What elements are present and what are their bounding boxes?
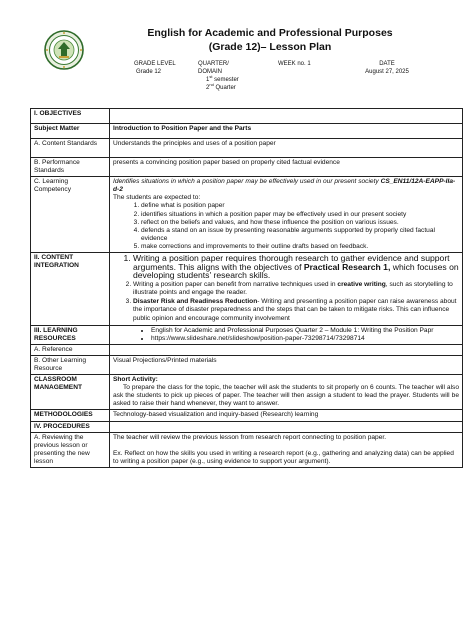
date-value: August 27, 2025 xyxy=(365,69,409,75)
list-item: 2. identifies situations in which a position paper may be effectively used in our present society xyxy=(141,211,459,219)
performance-standards-label: B. Performance Standards xyxy=(31,158,110,177)
reference-value xyxy=(110,344,463,355)
subject-matter-label: Subject Matter xyxy=(31,124,110,139)
other-resources-value: Visual Projections/Printed materials xyxy=(110,355,463,374)
semester-text: 1st semester xyxy=(206,74,239,83)
document-subtitle: (Grade 12)– Lesson Plan xyxy=(208,41,332,53)
table-row xyxy=(31,253,463,326)
short-activity-heading: Short Activity: xyxy=(113,376,158,384)
table-row xyxy=(31,139,463,158)
list-item: 2. Writing a position paper can benefit from narrative techniques used in creative writing, such as storytelling to illustrate points and engage the reader. xyxy=(133,281,459,297)
document-title: English for Academic and Professional Purposes xyxy=(147,27,393,39)
learning-resources-value xyxy=(110,325,463,344)
review-value xyxy=(110,432,463,467)
list-item: 3. reflect on the beliefs and values, and how these influence the position on various issues. xyxy=(141,219,459,227)
resource-link[interactable]: • https://www.slideshare.net/slideshow/position-paper-73298714/73298714 xyxy=(151,335,459,343)
table-row xyxy=(31,432,463,467)
date-block xyxy=(360,60,414,76)
list-item: 1. define what is position paper xyxy=(141,202,459,210)
other-resources-label: B. Other Learning Resource xyxy=(31,355,110,374)
classroom-management-value xyxy=(110,375,463,410)
subject-matter-value: Introduction to Position Paper and the Parts xyxy=(110,124,463,139)
learning-resources-label: III. LEARNING RESOURCES xyxy=(31,325,110,344)
grade-level-block xyxy=(134,60,176,76)
integration-list xyxy=(113,254,459,323)
procedures-value xyxy=(110,421,463,432)
content-standards-value: Understands the principles and uses of a position paper xyxy=(110,139,463,158)
review-paragraph-1: The teacher will review the previous lesson from research report connecting to position paper. xyxy=(113,433,387,441)
quarter-text: 2nd Quarter xyxy=(206,82,236,91)
list-item: 5. make corrections and improvements to their outline drafts based on feedback. xyxy=(141,243,459,251)
competency-expected: The students are expected to: xyxy=(113,194,201,202)
table-row xyxy=(31,124,463,139)
resources-list xyxy=(113,327,459,343)
classroom-management-label: CLASSROOM MANAGEMENT xyxy=(31,375,110,410)
competency-code: CS_EN11/12A-EAPP-IIa-d-2 xyxy=(113,178,456,194)
table-row xyxy=(31,355,463,374)
quarter-label: QUARTER/ xyxy=(198,61,229,67)
quarter-domain-block xyxy=(198,60,239,92)
short-activity-text: To prepare the class for the topic, the teacher will ask the students to sit properly on 6 counts. The teacher will also ask the students to pick up pieces of paper. The teacher will then assign a student to lead the prayer. Students will be asked to raise their hand whenever, they want to answer. xyxy=(113,384,459,408)
table-row xyxy=(31,375,463,410)
week-label: WEEK no. 1 xyxy=(278,61,311,67)
competency-list xyxy=(113,202,459,251)
content-integration-value xyxy=(110,253,463,326)
competency-intro: Identifies situations in which a position paper may be effectively used in our present society CS_EN11/12A-EAPP-IIa-d-2 xyxy=(113,178,456,194)
grade-level-value: Grade 12 xyxy=(136,69,162,75)
content-standards-label: A. Content Standards xyxy=(31,139,110,158)
procedures-label: IV. PROCEDURES xyxy=(31,421,110,432)
methodologies-label: METHODOLOGIES xyxy=(31,410,110,421)
table-row xyxy=(31,109,463,124)
list-item: 1. Writing a position paper requires thorough research to gather evidence and support arguments. This aligns with the objectives of Practical Research 1, which focuses on developing students' research skills. xyxy=(133,254,459,280)
date-label: DATE xyxy=(379,61,395,67)
list-item: 4. defends a stand on an issue by presenting reasonable arguments supported by properly cited factual evidence xyxy=(141,227,459,243)
content-integration-label: II. CONTENT INTEGRATION xyxy=(31,253,110,326)
reference-label: A. Reference xyxy=(31,344,110,355)
table-row xyxy=(31,158,463,177)
list-item: • English for Academic and Professional Purposes Quarter 2 – Module 1: Writing the Position Papr xyxy=(151,327,459,335)
learning-competency-label: C. Learning Competency xyxy=(31,177,110,253)
table-row xyxy=(31,410,463,421)
school-seal-logo-icon xyxy=(44,30,84,70)
learning-competency-value xyxy=(110,177,463,253)
table-row xyxy=(31,177,463,253)
table-row xyxy=(31,325,463,344)
domain-label: DOMAIN xyxy=(198,69,222,75)
list-item: 3. Disaster Risk and Readiness Reduction- Writing and presenting a position paper can raise awareness about the importance of disaster preparedness and the steps that can be taken to mitigate risks. This can influence public opinion and encourage community involvement xyxy=(133,298,459,322)
table-row xyxy=(31,421,463,432)
grade-level-label: GRADE LEVEL xyxy=(134,61,176,67)
performance-standards-value: presents a convincing position paper based on properly cited factual evidence xyxy=(110,158,463,177)
lesson-plan-table xyxy=(30,108,463,468)
review-label: A. Reviewing the previous lesson or presenting the new lesson xyxy=(31,432,110,467)
objectives-label: I. OBJECTIVES xyxy=(31,109,110,124)
methodologies-value: Technology-based visualization and inquiry-based (Research) learning xyxy=(110,410,463,421)
review-paragraph-2: Ex. Reflect on how the skills you used in writing a research report (e.g., gathering and analyzing data) can be applied to writing a position paper (e.g., using evidence to support your argument). xyxy=(113,449,454,465)
table-row xyxy=(31,344,463,355)
objectives-value xyxy=(110,109,463,124)
